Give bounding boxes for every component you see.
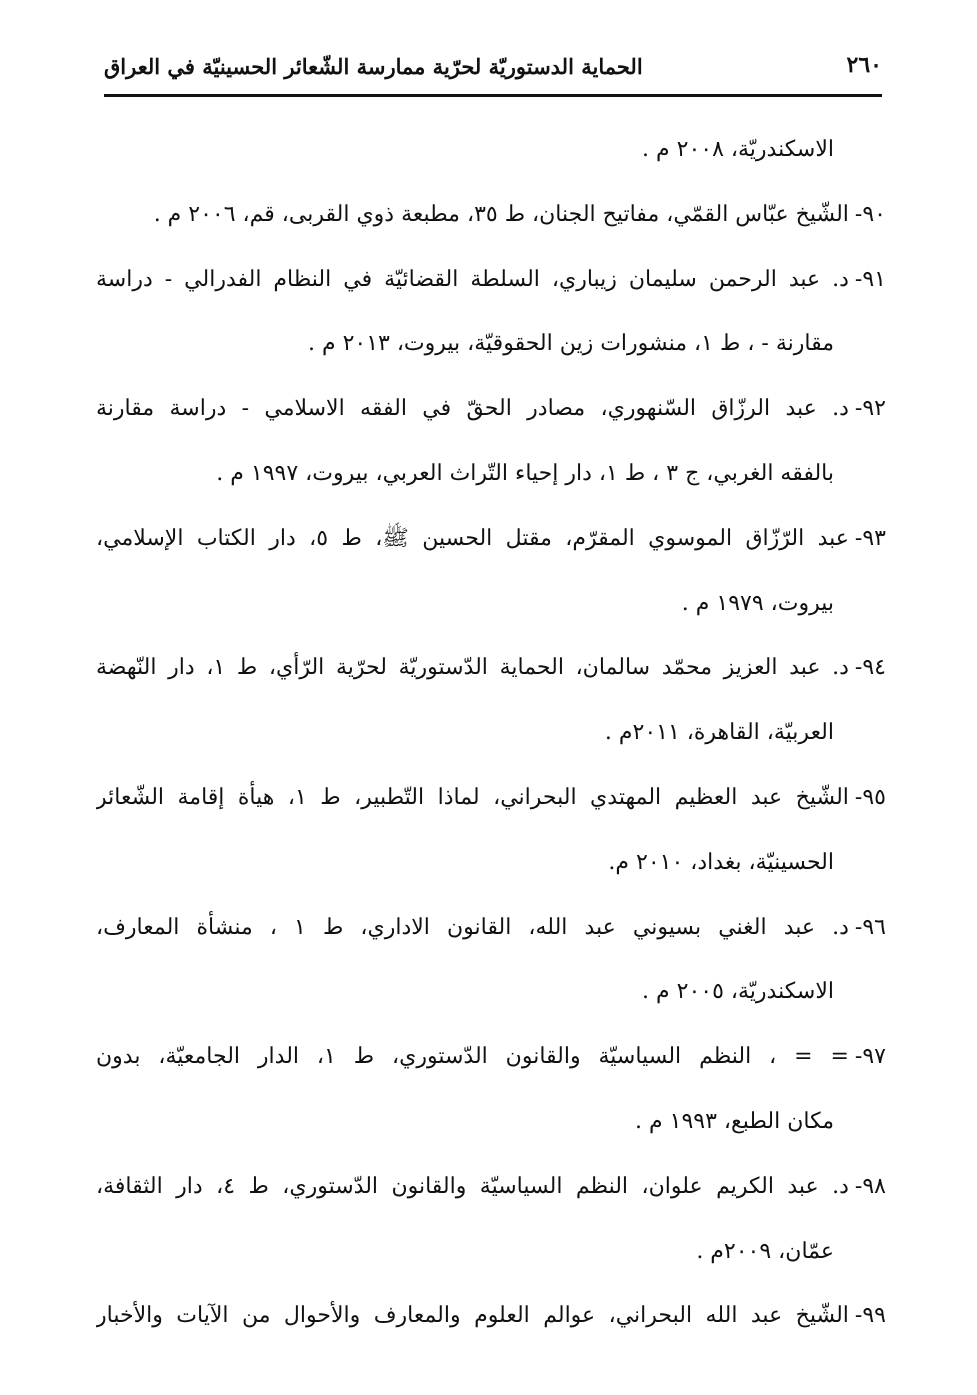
bibliography-entry-90 <box>96 183 886 248</box>
bibliography-entry-98 <box>96 1155 886 1220</box>
entry-text: = = ، النظم السياسيّة والقانون الدّستوري، ط ١، الدار الجامعيّة، بدون <box>96 1044 849 1070</box>
entry-text: د. عبد الكريم علوان، النظم السياسيّة والقانون الدّستوري، ط ٤، دار الثقافة، <box>96 1173 849 1199</box>
entry-text: الشّيخ عبد العظيم المهتدي البحراني، لماذا التّطبير، ط ١، هيأة إقامة الشّعائر <box>96 784 849 810</box>
entry-number: ٩٨- <box>854 1173 886 1199</box>
bibliography-entry-96 <box>96 896 886 961</box>
bibliography-continuation-line: مقارنة - ، ط ١، منشورات زين الحقوقيّة، بيروت، ٢٠١٣ م . <box>307 331 834 357</box>
entry-number: ٩٢- <box>854 396 886 422</box>
entry-number: ٩٩- <box>854 1303 886 1329</box>
entry-number: ٩١- <box>854 266 886 292</box>
bibliography-entry-97 <box>96 1025 886 1090</box>
running-title: الحماية الدستوريّة لحرّية ممارسة الشّعائر الحسينيّة في العراق <box>104 54 643 79</box>
bibliography-entry-95 <box>96 766 886 831</box>
bibliography-continuation-line: بيروت، ١٩٧٩ م . <box>681 590 834 616</box>
entry-text: د. عبد العزيز محمّد سالمان، الحماية الدّستوريّة لحرّية الرّأي، ط ١، دار النّهضة <box>96 655 849 681</box>
entry-number: ٩٦- <box>854 914 886 940</box>
entry-text: د. عبد الرزّاق السّنهوري، مصادر الحقّ في الفقه الاسلامي - دراسة مقارنة <box>96 396 849 422</box>
entry-number: ٩٠- <box>854 201 886 227</box>
bibliography-entry-93 <box>96 507 886 572</box>
bibliography-continuation-line: بالفقه الغربي، ج ٣ ، ط ١، دار إحياء التّراث العربي، بيروت، ١٩٩٧ م . <box>216 460 834 486</box>
page-number: ٢٦٠ <box>846 52 882 78</box>
bibliography-continuation-line: الحسينيّة، بغداد، ٢٠١٠ م. <box>608 849 834 875</box>
entry-number: ٩٣- <box>854 525 886 551</box>
entry-text: د. عبد الغني بسيوني عبد الله، القانون الاداري، ط ١ ، منشأة المعارف، <box>96 914 849 940</box>
entry-number: ٩٥- <box>854 784 886 810</box>
bibliography-continuation-line: مكان الطبع، ١٩٩٣ م . <box>635 1108 834 1134</box>
bibliography-list <box>96 118 886 1349</box>
bibliography-continuation-line: الاسكندريّة، ٢٠٠٨ م . <box>642 137 834 162</box>
bibliography-entry-94 <box>96 636 886 701</box>
entry-number: ٩٧- <box>854 1044 886 1070</box>
entry-text: الشّيخ عبد الله البحراني، عوالم العلوم والمعارف والأحوال من الآيات والأخبار <box>96 1303 849 1329</box>
entry-text: عبد الرّزّاق الموسوي المقرّم، مقتل الحسين ﷺ، ط ٥، دار الكتاب الإسلامي، <box>96 525 849 551</box>
bibliography-entry-92 <box>96 377 886 442</box>
page-header <box>104 50 882 97</box>
bibliography-continuation-line: الاسكندريّة، ٢٠٠٥ م . <box>642 979 834 1005</box>
entry-number: ٩٤- <box>854 655 886 681</box>
entry-text: د. عبد الرحمن سليمان زيباري، السلطة القضائيّة في النظام الفدرالي - دراسة <box>96 266 849 292</box>
bibliography-continuation-line: العربيّة، القاهرة، ٢٠١١م . <box>604 720 834 746</box>
bibliography-entry-99 <box>96 1284 886 1349</box>
entry-text: الشّيخ عبّاس القمّي، مفاتيح الجنان، ط ٣٥، مطبعة ذوي القربى، قم، ٢٠٠٦ م . <box>153 201 849 227</box>
bibliography-continuation-line: عمّان، ٢٠٠٩م . <box>696 1238 834 1264</box>
bibliography-entry-91 <box>96 248 886 313</box>
